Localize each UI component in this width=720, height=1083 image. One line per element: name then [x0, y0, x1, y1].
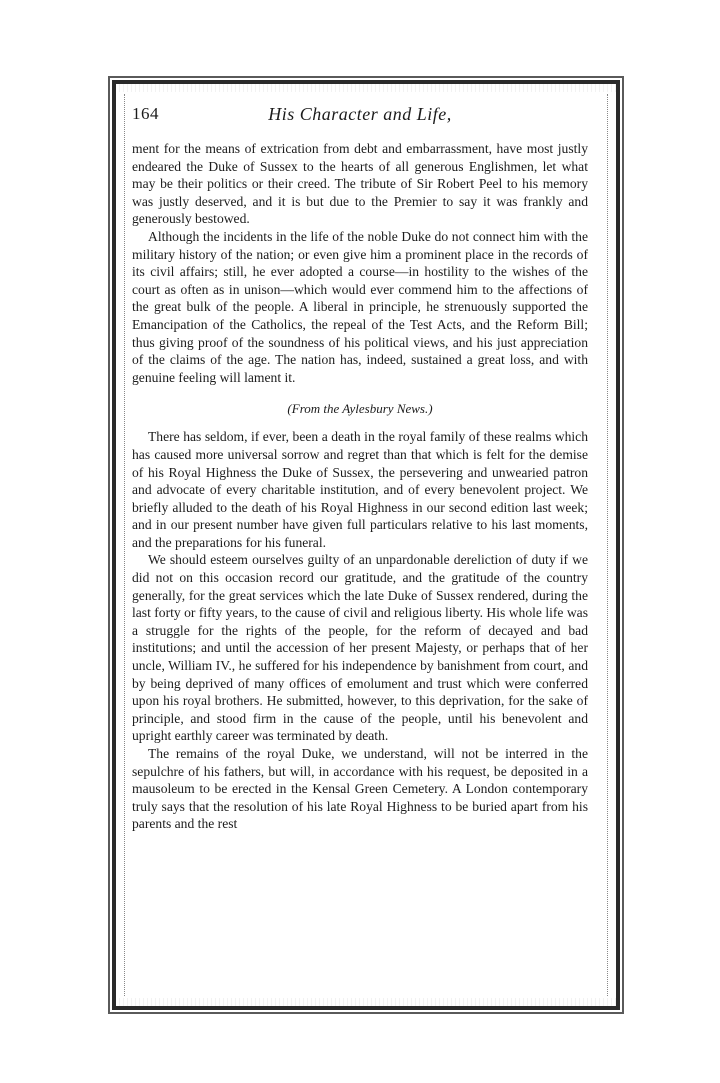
body-paragraph: ment for the means of extrication from debt and embarrassment, have most justly endeared the Duke of Sussex to the hearts of all generous Englishmen, let what may be their politics or their creed. The tribute of Sir Robert Peel to his memory was justly deserved, and it is but due to the Premier to say it was frankly and generously bestowed. — [132, 141, 588, 227]
running-title: His Character and Life, — [268, 104, 452, 124]
source-attribution: (From the Aylesbury News.) — [287, 401, 433, 417]
body-paragraph: We should esteem ourselves guilty of an unpardonable dereliction of duty if we did not on this occasion record our gratitude, and the gratitude of the country generally, for the great services which the late Duke of Sussex rendered, during the last forty or fifty years, to the cause of civil and religious liberty. His whole life was a struggle for the rights of the people, for the reform of decayed and bad institutions; and until the accession of her present Majesty, or perhaps that of her uncle, William IV., he suffered for his independence by banishment from court, and by being deprived of many offices of emolument and trust which were conferred upon his royal brothers. He submitted, however, to this deprivation, for the sake of principle, and stood firm in the cause of the people, until his benevolent and upright earthly career was terminated by death. — [132, 552, 588, 744]
body-paragraph: The remains of the royal Duke, we understand, will not be interred in the sepulchre of his fathers, but will, in accordance with his request, be deposited in a mausoleum to be erected in the Kensal Green Cemetery. A London contemporary truly says that the resolution of his late Royal Highness to be buried apart from his parents and the rest — [132, 746, 588, 832]
page-content — [132, 104, 588, 984]
body-paragraph: There has seldom, if ever, been a death in the royal family of these realms which has caused more universal sorrow and regret than that which is felt for the demise of his Royal Highness the Duke of Sussex, the persevering and unwearied patron and advocate of every charitable institution, and of every benevolent project. We briefly alluded to the death of his Royal Highness in our second edition last week; and in our present number have given full particulars relative to his last moments, and the preparations for his funeral. — [132, 429, 588, 550]
page-number: 164 — [132, 104, 159, 123]
page-header — [132, 104, 588, 140]
body-paragraph: Although the incidents in the life of the noble Duke do not connect him with the military history of the nation; or even give him a prominent place in the records of its civil affairs; still, he ever adopted a course—in hostility to the wishes of the court as often as in unison—which would ever commend him to the affections of the great bulk of the people. A liberal in principle, he strenuously supported the Emancipation of the Catholics, the repeal of the Test Acts, and the Reform Bill; thus giving proof of the soundness of his political views, and his just appreciation of the claims of the age. The nation has, indeed, sustained a great loss, and with genuine feeling will lament it. — [132, 228, 588, 385]
